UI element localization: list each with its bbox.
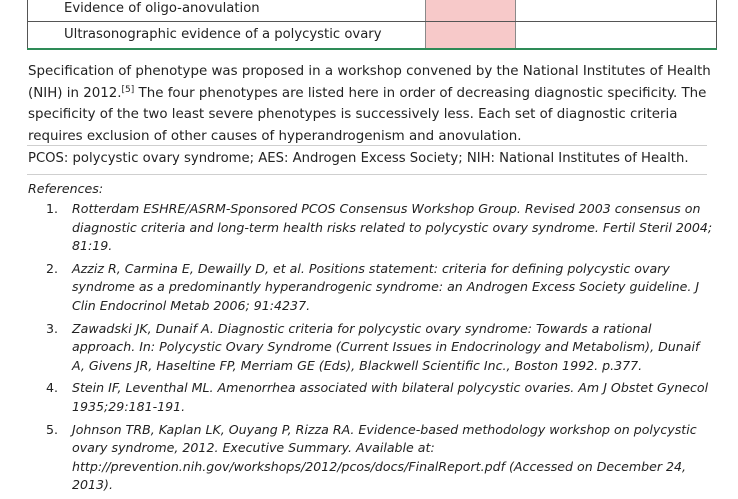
abbreviations: PCOS: polycystic ovary syndrome; AES: Androgen Excess Society; NIH: National Institutes of Health. (28, 151, 689, 166)
references-list (46, 200, 716, 499)
highlighted-cell (425, 22, 516, 48)
phenotype-note (28, 61, 718, 147)
criteria-table-fragment (27, 0, 717, 50)
highlighted-cell (425, 0, 516, 21)
references-title: References: (28, 181, 104, 196)
reference-item (46, 200, 716, 256)
reference-text: Azziz R, Carmina E, Dewailly D, et al. Positions statement: criteria for defining polycystic ovary syndrome as a predominantly hyperandrogenic syndrome: an Androgen Excess Society guideline. J Clin Endocrinol Metab 2006; 91:4237. (72, 260, 700, 313)
reference-number: 5. (46, 421, 59, 437)
criterion-label: Ultrasonographic evidence of a polycystic ovary (64, 27, 382, 42)
reference-item (46, 320, 716, 376)
table-bottom-rule (27, 48, 717, 50)
reference-item (46, 379, 716, 416)
table-row (27, 22, 717, 48)
note-text: Specification of phenotype was proposed in a workshop convened by the National Institutes of Health (NIH) in 2012. (28, 64, 711, 101)
divider (27, 145, 707, 146)
divider (27, 174, 707, 175)
note-text-continued: The four phenotypes are listed here in order of decreasing diagnostic specificity. The specificity of the two least severe phenotypes is successively less. Each set of diagnostic criteria requires exclusion of other causes of hyperandrogenism and anovulation. (28, 85, 707, 144)
reference-link[interactable]: [5] (121, 84, 135, 95)
reference-number: 2. (46, 260, 59, 276)
criterion-label: Evidence of oligo-anovulation (64, 1, 260, 16)
reference-item (46, 260, 716, 316)
reference-number: 1. (46, 201, 59, 216)
table-row (27, 0, 717, 22)
reference-number: 3. (46, 320, 59, 336)
reference-text: Stein IF, Leventhal ML. Amenorrhea associated with bilateral polycystic ovaries. Am J Obstet Gynecol 1935;29:181-191. (72, 380, 709, 414)
reference-item (46, 421, 716, 495)
reference-text: Johnson TRB, Kaplan LK, Ouyang P, Rizza RA. Evidence-based methodology workshop on polycystic ovary syndrome, 2012. Executive Summary. Available at: http://prevention.nih.gov/workshops/2012/pcos/docs/FinalReport.pdf (Accessed on December 24, 2013). (72, 421, 697, 493)
reference-text: Rotterdam ESHRE/ASRM-Sponsored PCOS Consensus Workshop Group. Revised 2003 consensus on diagnostic criteria and long-term health risks related to polycystic ovary syndrome. Fertil Steril 2004; 81:19. (72, 201, 713, 254)
reference-number: 4. (46, 380, 59, 396)
reference-text: Zawadski JK, Dunaif A. Diagnostic criteria for polycystic ovary syndrome: Towards a rational approach. In: Polycystic Ovary Syndrome (Current Issues in Endocrinology and Metabolism), Dunaif A, Givens JR, Haseltine FP, Merriam GE (Eds), Blackwell Scientific Inc., Boston 1992. p.377. (72, 320, 700, 373)
